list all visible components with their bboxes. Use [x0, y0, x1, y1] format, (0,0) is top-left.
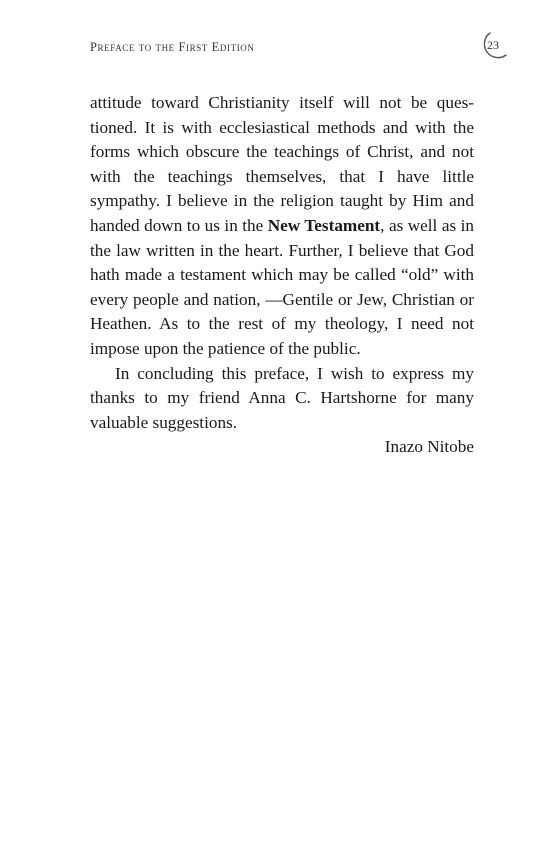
running-title: Preface to the First Edition [90, 40, 255, 54]
paragraph: In concluding this preface, I wish to express my thanks to my friend Anna C. Hartshorne for many valuable suggestions. [90, 363, 474, 432]
paragraph-text: , as well as in the law written in the heart. Further, I believe that God hath made a testament which may be called “old” with every people and nation, —Gentile or Jew, Christian or Heathen. As to the rest of my theology, I need not impose upon the patience of the public. [90, 215, 474, 358]
paragraph-text: attitude toward Christianity itself will not be questioned. It is with ecclesiastical methods and with the forms which obscure the teachings of Christ, and not with the teachings themselves, that I have little sympathy. I believe in the religion taught by Him and handed down to us in the [90, 93, 474, 235]
page-number-badge [478, 30, 510, 62]
author-signature: Inazo Nitobe [384, 437, 474, 457]
bold-term: New Testament [267, 215, 381, 235]
page-number: 23 [487, 38, 499, 52]
body-text [90, 91, 474, 460]
paragraph [90, 91, 474, 362]
